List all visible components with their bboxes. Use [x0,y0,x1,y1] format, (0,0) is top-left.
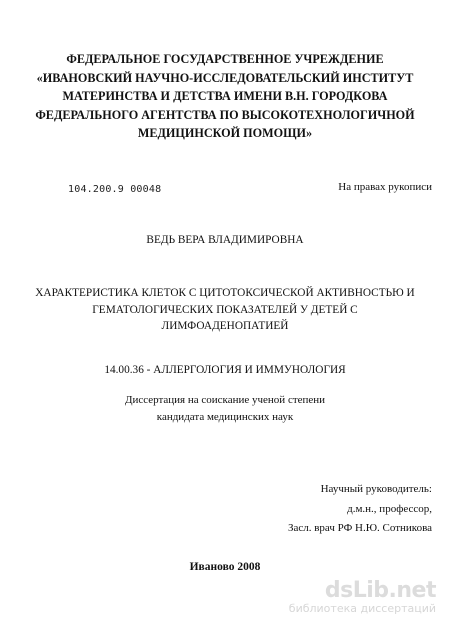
supervisor-block [288,480,432,539]
title-line: ХАРАКТЕРИСТИКА КЛЕТОК С ЦИТОТОКСИЧЕСКОЙ АКТИВНОСТЬЮ И [35,287,415,299]
degree-line: кандидата медицинских наук [156,411,294,423]
title-line: ГЕМАТОЛОГИЧЕСКИХ ПОКАЗАТЕЛЕЙ У ДЕТЕЙ С [92,303,358,316]
supervisor-line: Засл. врач РФ Н.Ю. Сотникова [287,522,432,534]
watermark [286,578,436,618]
supervisor-line: Научный руководитель: [320,483,432,495]
specialty-code: 14.00.36 - АЛЛЕРГОЛОГИЯ И ИММУНОЛОГИЯ [104,364,346,376]
institution-line: ФЕДЕРАЛЬНОЕ ГОСУДАРСТВЕННОЕ УЧРЕЖДЕНИЕ [66,52,384,66]
institution-line: МАТЕРИНСТВА И ДЕТСТВА ИМЕНИ В.Н. ГОРОДКОВА [62,89,388,104]
watermark-logo: dsLib.net [324,578,436,603]
supervisor-line: д.м.н., профессор, [347,502,432,515]
city-year: Иваново 2008 [189,561,261,573]
institution-line: «ИВАНОВСКИЙ НАУЧНО-ИССЛЕДОВАТЕЛЬСКИЙ ИНСТИТУТ [36,70,414,85]
institution-line: ФЕДЕРАЛЬНОГО АГЕНТСТВА ПО ВЫСОКОТЕХНОЛОГИЧНОЙ [35,107,415,122]
institution-line: МЕДИЦИНСКОЙ ПОМОЩИ» [137,126,313,141]
registration-number: 104.200.9 00048 [68,184,162,195]
rights-note: На правах рукописи [338,181,432,193]
institution-header [0,50,450,143]
degree-line: Диссертация на соискание ученой степени [124,394,326,406]
watermark-subtitle: библиотека диссертаций [288,602,436,615]
degree-statement [0,392,450,426]
dissertation-title [0,285,450,335]
title-line: ЛИМФОАДЕНОПАТИЕЙ [161,320,289,333]
author-name: ВЕДЬ ВЕРА ВЛАДИМИРОВНА [146,234,304,246]
